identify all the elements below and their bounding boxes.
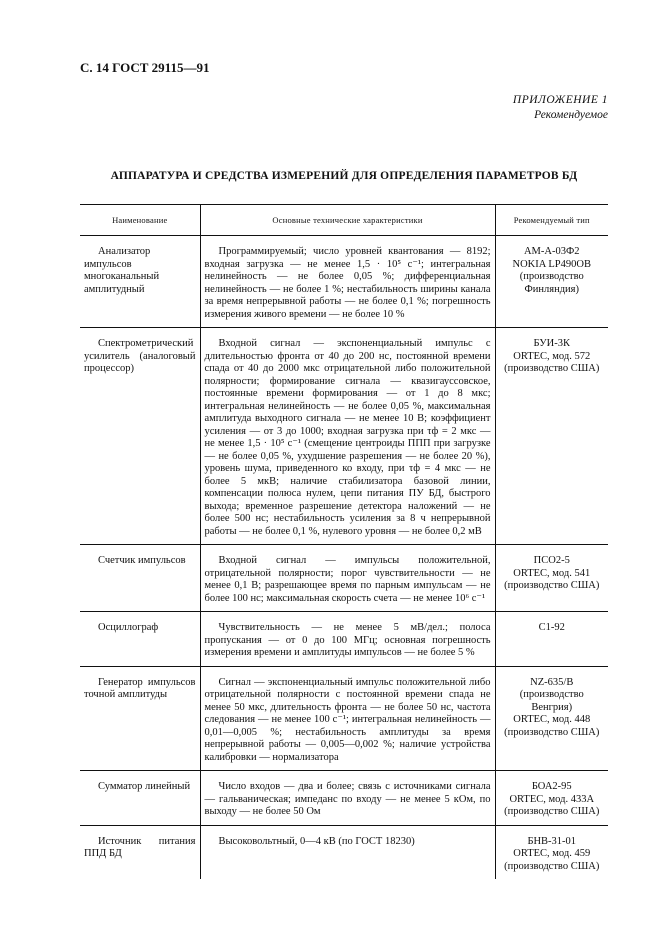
row-name: Спектрометрический усилитель (аналоговый процессор) bbox=[84, 338, 196, 374]
row-type-line: (производство США) bbox=[504, 580, 600, 591]
row-characteristics: Чувствительность — не менее 5 мВ/дел.; полоса пропускания — от 0 до 100 МГц; основная погрешность измерения времени и амплитуды импульсов — не более 5 % bbox=[204, 622, 491, 658]
row-type-line: (производство США) bbox=[504, 363, 600, 374]
row-characteristics: Число входов — два и более; связь с источниками сигнала — гальваническая; импеданс по входу — не менее 5 кОм, по выходу — не более 50 Ом bbox=[204, 781, 491, 817]
equipment-table bbox=[80, 204, 608, 879]
header-name: Наименование bbox=[80, 205, 200, 236]
table-row bbox=[80, 771, 608, 826]
row-name: Осциллограф bbox=[98, 622, 159, 633]
row-type-line: ORTEC, мод. 448 bbox=[513, 714, 591, 725]
row-characteristics: Программируемый; число уровней квантования — 8192; входная загрузка — не менее 1,5 · 10⁵ с⁻¹; интегральная нелинейность — не более 0,05 %; дифференциальная нелинейность — не более 1 %; нестабильность ширины канала за время непрерывной работы — не более 0,1 %; погрешность измерения живого времени — не более 10 % bbox=[204, 246, 491, 320]
table-row bbox=[80, 328, 608, 545]
table-row bbox=[80, 666, 608, 771]
row-name: Анализатор импульсов многоканальный амплитудный bbox=[84, 246, 160, 295]
header-characteristics: Основные технические характеристики bbox=[200, 205, 495, 236]
row-type-line: NZ-635/В bbox=[530, 676, 574, 688]
row-characteristics: Входной сигнал — экспоненциальный импульс с длительностью фронта от 40 до 200 нс, постоянной времени спада от 40 до 2000 мкс отрицательной либо положительной полярности; формирование сигнала — квазигауссовское, постоянные времени формирования — от 1 до 8 мкс; интегральная нелинейность — не более 0,05 %, максимальная амплитуда выходного сигнала — не менее 10 В; коэффициент усиления — от 3 до 1000; входная загрузка при τф = 2 мкс — не менее 1,5 · 10⁵ с⁻¹ (смещение центроиды ППП при загрузке — не более 0,05 %, ухудшение разрешения — не более 20 %), уровень шума, приведенного ко входу, при τф = 4 мкс — не более 5 мкВ; наличие стабилизатора базовой линии, компенсации полюса нулем, цепи питания ПУ БД, быстрого выхода; временное разрешение детектора наложений — не более 500 нс; нестабильность усиления за 8 ч непрерывной работы — не более 0,1 %, нулевого уровня — не более 0,2 мВ bbox=[204, 338, 491, 537]
row-characteristics: Высоковольтный, 0—4 кВ (по ГОСТ 18230) bbox=[218, 835, 415, 847]
row-type-line: (производство bbox=[519, 689, 584, 700]
row-name: Источник питания ППД БД bbox=[84, 835, 196, 859]
row-name: Генератор импульсов точной амплитуды bbox=[84, 676, 196, 700]
row-type-line: (производство США) bbox=[504, 860, 600, 872]
row-type-line: (производство США) bbox=[504, 806, 600, 817]
row-name: Сумматор линейный bbox=[98, 781, 191, 792]
row-type-line: (производство bbox=[519, 271, 584, 282]
page-header: С. 14 ГОСТ 29115—91 bbox=[80, 60, 210, 75]
table-row bbox=[80, 825, 608, 879]
row-type-line: ORTEC, мод. 433А bbox=[509, 793, 595, 805]
table-row bbox=[80, 545, 608, 612]
row-type-line: Финляндия) bbox=[524, 283, 579, 295]
row-type-line: БУИ-3К bbox=[533, 338, 570, 349]
row-type-line: АМ-А-03Ф2 bbox=[523, 246, 580, 257]
table-row bbox=[80, 612, 608, 667]
row-type-line: ПСО2-5 bbox=[533, 555, 570, 566]
row-type-line: БОА2-95 bbox=[531, 781, 572, 792]
row-type-line: NOKIA LP490OB bbox=[512, 258, 591, 270]
row-type-line: БНВ-31-01 bbox=[527, 835, 577, 847]
row-characteristics: Сигнал — экспоненциальный импульс положительной либо отрицательной полярности с постоянной времени спада не менее 50 мкс, длительность фронта — не более 50 нс, частота следования — не менее 100 с⁻¹; интегральная нелинейность — 0,01—0,005 %; нестабильность амплитуды за время непрерывной работы — 0,005—0,002 %; наличие устройства калибровки — нормализатора bbox=[204, 676, 491, 763]
table-row bbox=[80, 236, 608, 328]
row-type-line: Венгрия) bbox=[531, 701, 573, 713]
row-name: Счетчик импульсов bbox=[98, 555, 186, 566]
table-header-row bbox=[80, 205, 608, 236]
row-type-line: С1-92 bbox=[538, 622, 565, 633]
row-type-line: ORTEC, мод. 541 bbox=[513, 567, 591, 579]
row-type-line: (производство США) bbox=[504, 726, 600, 738]
appendix-number: ПРИЛОЖЕНИЕ 1 bbox=[512, 94, 608, 106]
row-characteristics: Входной сигнал — импульсы положительной, отрицательной полярности; порог чувствительности — не менее 0,1 В; разрешающее время по парным импульсам — не более 100 нс; максимальная скорость счета — не менее 10⁶ с⁻¹ bbox=[204, 555, 491, 604]
row-type-line: ORTEC, мод. 459 bbox=[513, 848, 591, 859]
appendix-status: Рекомендуемое bbox=[534, 109, 608, 121]
header-type: Рекомендуемый тип bbox=[495, 205, 608, 236]
appendix-label bbox=[513, 93, 608, 123]
document-title: АППАРАТУРА И СРЕДСТВА ИЗМЕРЕНИЙ ДЛЯ ОПРЕДЕЛЕНИЯ ПАРАМЕТРОВ БД bbox=[110, 170, 578, 182]
row-type-line: ORTEC, мод. 572 bbox=[513, 350, 591, 362]
